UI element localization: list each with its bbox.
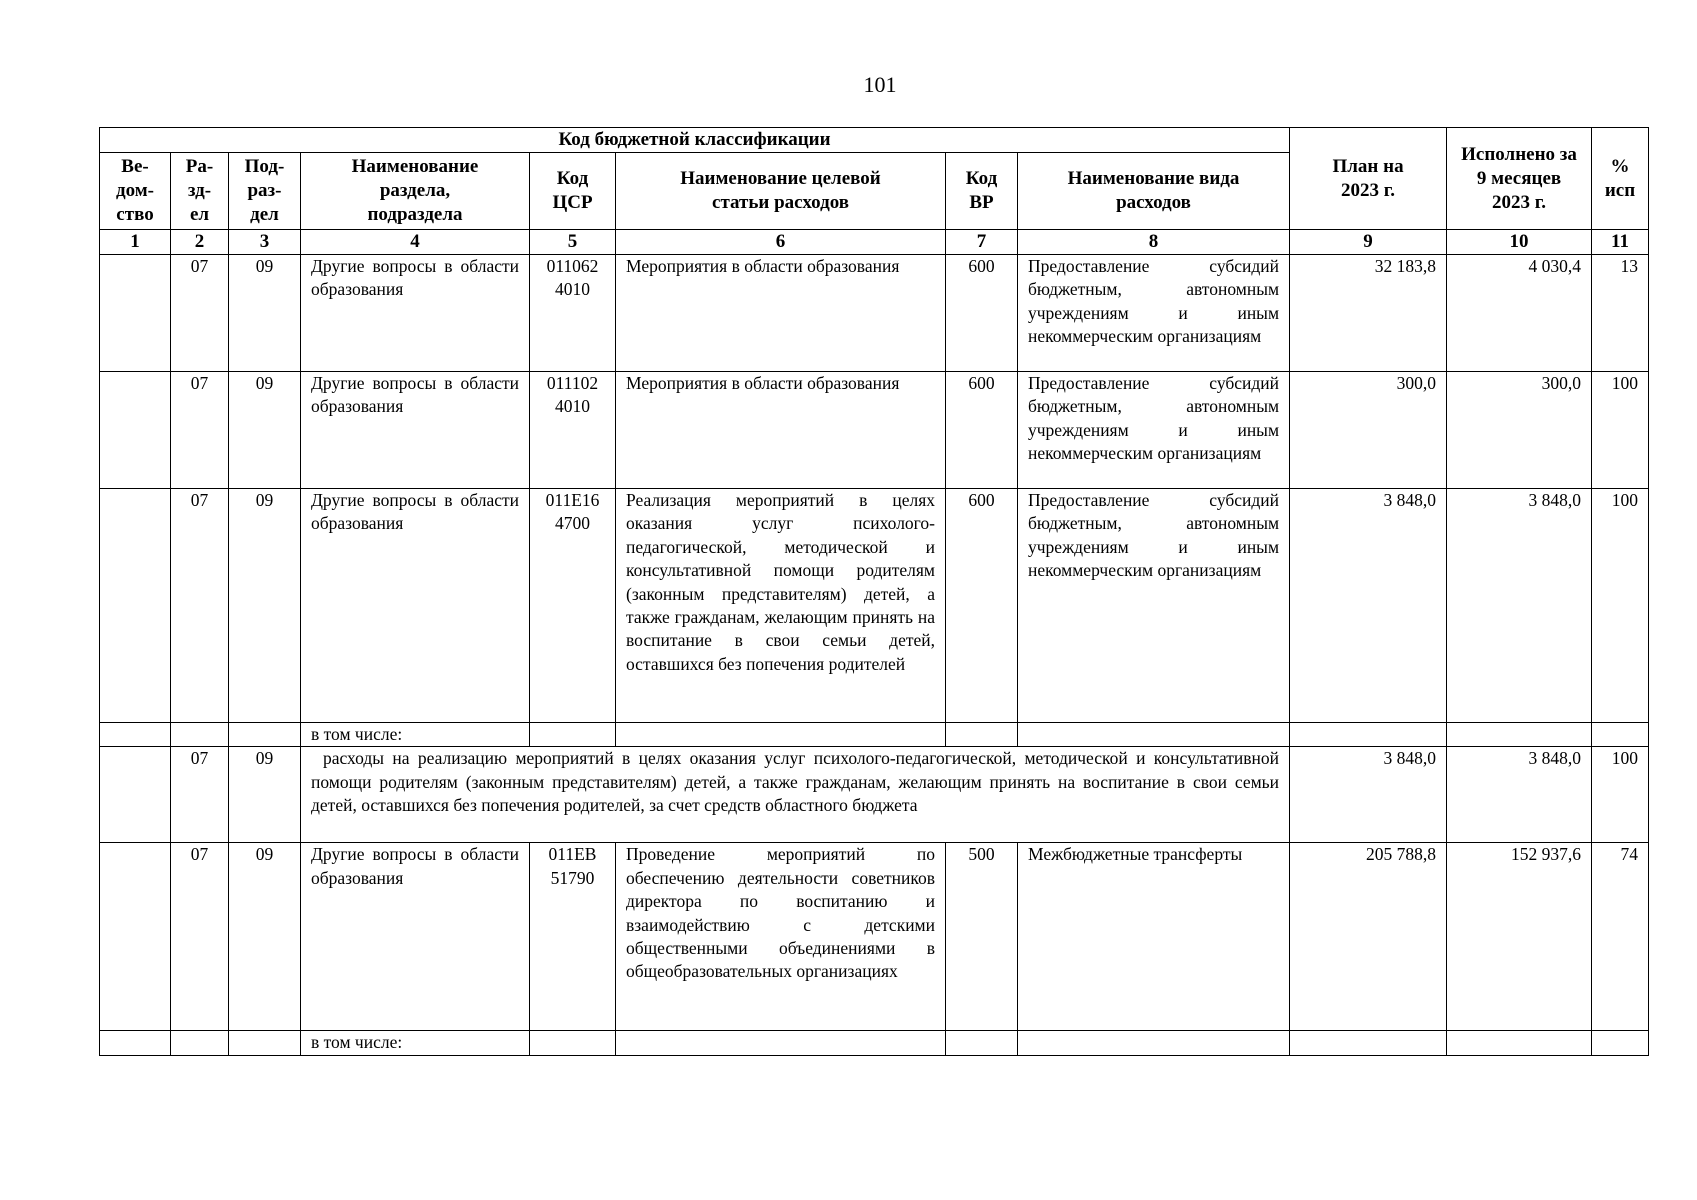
column-number: 5	[530, 230, 616, 255]
empty-cell	[1290, 1031, 1447, 1055]
target-name-cell: Мероприятия в области образования	[616, 255, 946, 372]
vedomstvo-cell	[100, 372, 171, 489]
empty-cell	[100, 723, 171, 747]
csr-header: Код ЦСР	[530, 153, 616, 230]
executed-cell: 300,0	[1447, 372, 1592, 489]
including-label: в том числе:	[301, 723, 530, 747]
razdel-name-cell: Другие вопросы в области образования	[301, 372, 530, 489]
target-name-cell: Проведение мероприятий по обеспечению деятельности советников директора по воспитанию и взаимодействию с детскими общественными объединениями в общеобразовательных организациях	[616, 843, 946, 1031]
table-row	[100, 255, 1649, 372]
column-number: 11	[1592, 230, 1649, 255]
vr-cell: 600	[946, 255, 1018, 372]
podrazdel-cell: 09	[229, 843, 301, 1031]
razdel-cell: 07	[171, 255, 229, 372]
table-row	[100, 843, 1649, 1031]
razdel-cell: 07	[171, 489, 229, 723]
empty-cell	[100, 1031, 171, 1055]
csr-cell: 011Е16 4700	[530, 489, 616, 723]
column-number: 6	[616, 230, 946, 255]
empty-cell	[530, 1031, 616, 1055]
plan-header: План на 2023 г.	[1290, 128, 1447, 230]
table-row	[100, 489, 1649, 723]
vedomstvo-cell	[100, 255, 171, 372]
vr-cell: 600	[946, 489, 1018, 723]
target-name-cell: Реализация мероприятий в целях оказания услуг психолого-педагогической, методической и консультативной помощи родителям (законным представителям) детей, а также гражданам, желающим принять на воспитание в свои семьи детей, оставшихся без попечения родителей	[616, 489, 946, 723]
percent-cell: 100	[1592, 747, 1649, 843]
vr-header: Код ВР	[946, 153, 1018, 230]
empty-cell	[946, 1031, 1018, 1055]
empty-cell	[171, 1031, 229, 1055]
empty-cell	[229, 1031, 301, 1055]
csr-cell: 011102 4010	[530, 372, 616, 489]
executed-cell: 4 030,4	[1447, 255, 1592, 372]
vr-name-cell: Предоставление субсидий бюджетным, автономным учреждениям и иным некоммерческим организациям	[1018, 489, 1290, 723]
podrazdel-cell: 09	[229, 255, 301, 372]
percent-header: % исп	[1592, 128, 1649, 230]
vr-name-header: Наименование вида расходов	[1018, 153, 1290, 230]
vedomstvo-header: Ве- дом- ство	[100, 153, 171, 230]
empty-cell	[616, 723, 946, 747]
column-number: 1	[100, 230, 171, 255]
vedomstvo-cell	[100, 843, 171, 1031]
vr-name-cell: Предоставление субсидий бюджетным, автономным учреждениям и иным некоммерческим организациям	[1018, 372, 1290, 489]
razdel-name-cell: Другие вопросы в области образования	[301, 489, 530, 723]
razdel-cell: 07	[171, 747, 229, 843]
csr-cell: 011062 4010	[530, 255, 616, 372]
razdel-cell: 07	[171, 843, 229, 1031]
executed-cell: 3 848,0	[1447, 747, 1592, 843]
empty-cell	[1592, 1031, 1649, 1055]
executed-cell: 152 937,6	[1447, 843, 1592, 1031]
column-number: 9	[1290, 230, 1447, 255]
podrazdel-cell: 09	[229, 372, 301, 489]
including-row	[100, 1031, 1649, 1055]
podrazdel-cell: 09	[229, 747, 301, 843]
vr-name-cell: Межбюджетные трансферты	[1018, 843, 1290, 1031]
column-number: 3	[229, 230, 301, 255]
header-row-group	[100, 128, 1649, 153]
empty-cell	[946, 723, 1018, 747]
empty-cell	[1018, 1031, 1290, 1055]
empty-cell	[229, 723, 301, 747]
empty-cell	[100, 747, 171, 843]
vr-name-cell: Предоставление субсидий бюджетным, автономным учреждениям и иным некоммерческим организациям	[1018, 255, 1290, 372]
column-number-row	[100, 230, 1649, 255]
plan-cell: 205 788,8	[1290, 843, 1447, 1031]
razdel-header: Ра- зд- ел	[171, 153, 229, 230]
razdel-name-cell: Другие вопросы в области образования	[301, 255, 530, 372]
page-number: 101	[863, 72, 897, 97]
empty-cell	[616, 1031, 946, 1055]
column-number: 7	[946, 230, 1018, 255]
table-row	[100, 372, 1649, 489]
including-row	[100, 723, 1649, 747]
podrazdel-header: Под- раз- дел	[229, 153, 301, 230]
including-label: в том числе:	[301, 1031, 530, 1055]
note-text: расходы на реализацию мероприятий в целях оказания услуг психолого-педагогической, методической и консультативной помощи родителям (законным представителям) детей, а также гражданам, желающим принять на воспитание в свои семьи детей, оставшихся без попечения родителей, за счет средств областного бюджета	[301, 747, 1290, 843]
empty-cell	[171, 723, 229, 747]
razdel-cell: 07	[171, 372, 229, 489]
percent-cell: 100	[1592, 489, 1649, 723]
percent-cell: 13	[1592, 255, 1649, 372]
razdel-name-header: Наименование раздела, подраздела	[301, 153, 530, 230]
empty-cell	[1592, 723, 1649, 747]
plan-cell: 3 848,0	[1290, 747, 1447, 843]
podrazdel-cell: 09	[229, 489, 301, 723]
empty-cell	[1447, 1031, 1592, 1055]
budget-classification-header: Код бюджетной классификации	[100, 128, 1290, 153]
column-number: 4	[301, 230, 530, 255]
executed-header: Исполнено за 9 месяцев 2023 г.	[1447, 128, 1592, 230]
column-number: 8	[1018, 230, 1290, 255]
razdel-name-cell: Другие вопросы в области образования	[301, 843, 530, 1031]
target-name-cell: Мероприятия в области образования	[616, 372, 946, 489]
empty-cell	[1018, 723, 1290, 747]
executed-cell: 3 848,0	[1447, 489, 1592, 723]
plan-cell: 32 183,8	[1290, 255, 1447, 372]
column-number: 2	[171, 230, 229, 255]
csr-cell: 011ЕВ 51790	[530, 843, 616, 1031]
column-number: 10	[1447, 230, 1592, 255]
vedomstvo-cell	[100, 489, 171, 723]
empty-cell	[530, 723, 616, 747]
vr-cell: 600	[946, 372, 1018, 489]
target-name-header: Наименование целевой статьи расходов	[616, 153, 946, 230]
note-row	[100, 747, 1649, 843]
percent-cell: 100	[1592, 372, 1649, 489]
vr-cell: 500	[946, 843, 1018, 1031]
budget-table	[99, 127, 1649, 1056]
plan-cell: 3 848,0	[1290, 489, 1447, 723]
plan-cell: 300,0	[1290, 372, 1447, 489]
percent-cell: 74	[1592, 843, 1649, 1031]
empty-cell	[1290, 723, 1447, 747]
empty-cell	[1447, 723, 1592, 747]
